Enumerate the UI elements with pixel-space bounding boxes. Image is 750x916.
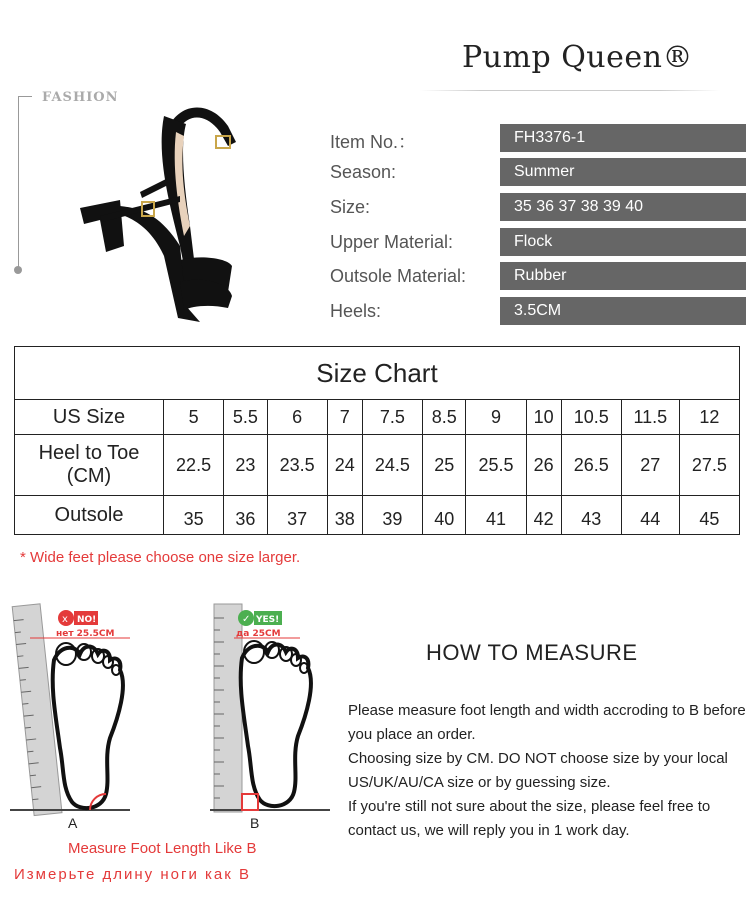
field-label-item-no: Item No.：: [330, 132, 417, 152]
table-row-us-size: [15, 400, 740, 435]
table-cell: [561, 496, 621, 535]
cell-value: 36: [235, 508, 256, 529]
table-row-heel-to-toe: [15, 435, 740, 496]
table-row-outsole: [15, 496, 740, 535]
table-cell: 10.5: [561, 400, 621, 435]
cell-value: 40: [434, 508, 455, 529]
figure-a: [10, 604, 130, 831]
table-cell: 25.5: [466, 435, 526, 496]
size-chart-title: Size Chart: [15, 347, 740, 400]
size-note: * Wide feet please choose one size larger.: [20, 549, 301, 566]
measure-paragraph-3: If you're still not sure about the size, please feel free to contact us, we will reply you in 1 work day.: [348, 798, 711, 839]
table-cell: 22.5: [164, 435, 224, 496]
measure-paragraph-1: Please measure foot length and width accroding to B before you place an order.: [348, 702, 746, 743]
field-value-upper-material: Flock: [500, 228, 746, 256]
decor-dot: [14, 266, 22, 274]
field-label-upper-material: Upper Material:: [330, 232, 454, 252]
table-cell: 27.5: [679, 435, 739, 496]
table-cell: 5: [164, 400, 224, 435]
fashion-label: FASHION: [42, 90, 119, 105]
table-cell: 26: [526, 435, 561, 496]
brand-name: Pump Queen®: [462, 40, 693, 75]
figure-a-badge: NO!: [77, 615, 97, 625]
field-value-outsole-material: Rubber: [500, 262, 746, 290]
figure-b-reading: да 25CM: [236, 629, 281, 639]
measure-paragraph-2: Choosing size by CM. DO NOT choose size by your local US/UK/AU/CA size or by guessing size.: [348, 750, 728, 791]
brand-underline: [420, 90, 720, 91]
table-cell: [267, 496, 327, 535]
table-cell: 5.5: [224, 400, 267, 435]
cell-value: 44: [640, 508, 661, 529]
table-cell: 23.5: [267, 435, 327, 496]
table-cell: 7: [327, 400, 362, 435]
table-cell: [362, 496, 422, 535]
field-value-item-no: FH3376-1: [500, 124, 746, 152]
figure-b: [210, 604, 330, 831]
table-cell: 23: [224, 435, 267, 496]
table-cell: 26.5: [561, 435, 621, 496]
field-value-heels: 3.5CM: [500, 297, 746, 325]
measure-illustration: [10, 598, 340, 838]
table-cell: 6: [267, 400, 327, 435]
cell-value: 38: [334, 508, 355, 529]
cell-value: 39: [382, 508, 403, 529]
svg-text:x: x: [62, 614, 68, 625]
table-cell: [526, 496, 561, 535]
table-cell: [327, 496, 362, 535]
field-label-heels: Heels:: [330, 301, 382, 321]
how-to-measure-title: HOW TO MEASURE: [426, 640, 638, 665]
table-cell: 12: [679, 400, 739, 435]
row-label: Heel to Toe (CM): [15, 435, 164, 496]
caption-english: Measure Foot Length Like B: [68, 840, 257, 857]
cell-value: 41: [486, 508, 507, 529]
field-label-size: Size:: [330, 197, 371, 217]
cell-value: 43: [581, 508, 602, 529]
decor-line: [18, 96, 19, 268]
table-cell: 8.5: [423, 400, 466, 435]
cell-value: 45: [699, 508, 720, 529]
figure-a-reading: нет 25.5CM: [56, 629, 115, 639]
field-value-season: Summer: [500, 158, 746, 186]
figure-b-letter: B: [250, 815, 260, 831]
product-image-sandal: [60, 96, 260, 326]
cell-value: 35: [183, 508, 204, 529]
table-cell: 24.5: [362, 435, 422, 496]
table-cell: [224, 496, 267, 535]
size-chart-table: [14, 346, 740, 535]
svg-text:✓: ✓: [242, 614, 251, 625]
table-cell: 25: [423, 435, 466, 496]
figure-b-badge: YES!: [256, 615, 280, 625]
cell-value: 42: [533, 508, 554, 529]
field-label-outsole-material: Outsole Material:: [330, 266, 467, 286]
caption-russian: Измерьте длину ноги как B: [14, 866, 251, 883]
table-cell: 9: [466, 400, 526, 435]
table-cell: 11.5: [621, 400, 679, 435]
table-cell: [621, 496, 679, 535]
figure-a-letter: A: [68, 815, 78, 831]
table-cell: 24: [327, 435, 362, 496]
row-label: US Size: [15, 400, 164, 435]
table-cell: [164, 496, 224, 535]
table-cell: [423, 496, 466, 535]
cell-value: 37: [287, 508, 308, 529]
table-cell: 7.5: [362, 400, 422, 435]
decor-tick: [18, 96, 32, 97]
table-cell: 27: [621, 435, 679, 496]
table-cell: 10: [526, 400, 561, 435]
row-label: Outsole: [15, 496, 164, 535]
table-cell: [466, 496, 526, 535]
field-label-season: Season:: [330, 162, 397, 182]
field-value-size: 35 36 37 38 39 40: [500, 193, 746, 221]
table-cell: [679, 496, 739, 535]
